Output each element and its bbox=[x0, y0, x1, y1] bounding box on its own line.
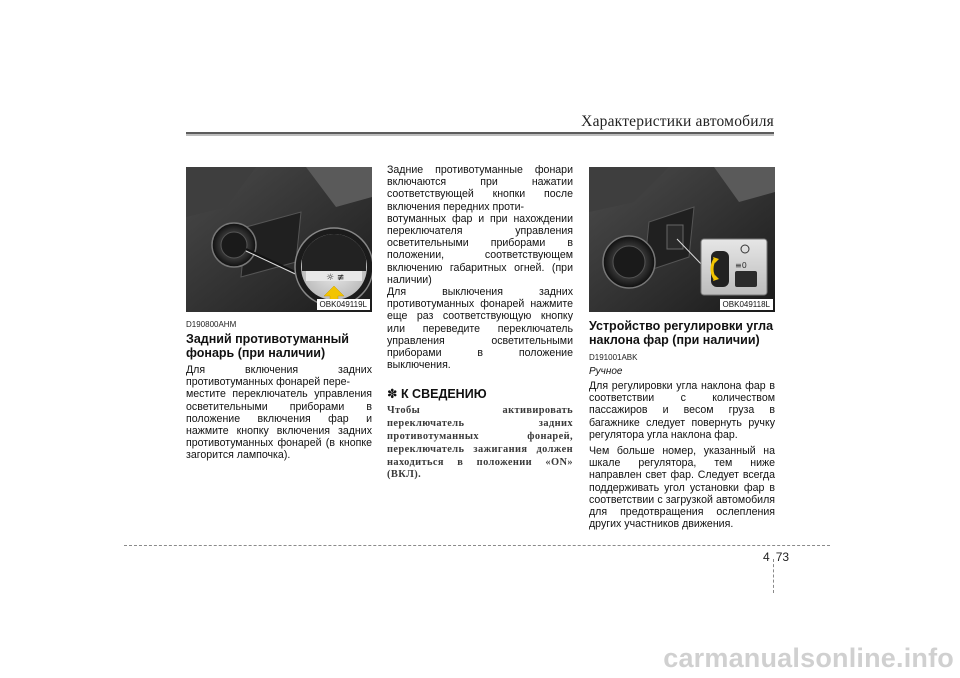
note-body: Чтобы активировать переключатель задних противотуманных фонарей, переключатель зажигания должен находиться в положении «ON» (ВКЛ). bbox=[387, 405, 573, 481]
rear-fog-switch-photo bbox=[186, 167, 372, 312]
section-code: D190800AHM bbox=[186, 320, 237, 329]
photo-code: OBK049118L bbox=[720, 299, 773, 310]
rear-fog-continued-text: Задние противотуманные фонари включаются при нажатии соответствующей кнопки после включения передних проти- вотуманных фар и при нахождении переключателя управления осветительными приборами в положении, соответствующем включению габаритных огней. (при наличии) Для выключения задних противотуманных фонарей нажмите еще раз соответствующую кнопку или переведите переключатель управления осветительными приборами в положение выключения. bbox=[387, 164, 573, 372]
headlight-leveling-photo bbox=[589, 167, 775, 312]
subheading-manual: Ручное bbox=[589, 366, 623, 377]
middle-column bbox=[387, 162, 573, 482]
header-rule bbox=[186, 132, 774, 136]
watermark-text: carmanualsonline.info bbox=[663, 643, 954, 673]
rear-fog-body-text: Для включения задних противотуманных фонарей пере- местите переключатель управления осветительными приборами в положение включения фар и нажмите кнопку включения задних противотуманных фонарей (в кнопке загорится лампочка). bbox=[186, 364, 372, 462]
svg-text:☼ ≢: ☼ ≢ bbox=[326, 273, 345, 283]
left-column bbox=[186, 167, 372, 462]
page-header-title: Характеристики автомобиля bbox=[581, 113, 774, 130]
svg-text:≡0: ≡0 bbox=[735, 261, 747, 270]
page-number bbox=[763, 550, 789, 564]
page-number-value: 73 bbox=[775, 550, 790, 564]
right-column bbox=[589, 167, 775, 530]
chapter-number: 4 bbox=[763, 550, 770, 564]
photo-code: OBK049119L bbox=[317, 299, 370, 310]
footer-dashed-divider bbox=[773, 559, 774, 593]
leveling-body-text-1: Для регулировки угла наклона фар в соответствии с количеством пассажиров и весом груза в багажнике следует повернуть ручку регулятора угла наклона фар. bbox=[589, 380, 775, 441]
note-title: ✽ К СВЕДЕНИЮ bbox=[387, 387, 487, 402]
section-heading-headlight-leveling: Устройство регулировки угла наклона фар (при наличии) bbox=[589, 319, 774, 347]
leveling-body-text-2: Чем больше номер, указанный на шкале регулятора, тем ниже направлен свет фар. Следует всегда поддерживать угол установки фар в соответствии с загрузкой автомобиля для предотвращения ослепления других участников движения. bbox=[589, 445, 775, 531]
section-code: D191001ABK bbox=[589, 353, 638, 362]
footer-dashed-rule bbox=[124, 545, 830, 546]
section-heading-rear-fog: Задний противотуманный фонарь (при наличии) bbox=[186, 332, 349, 360]
